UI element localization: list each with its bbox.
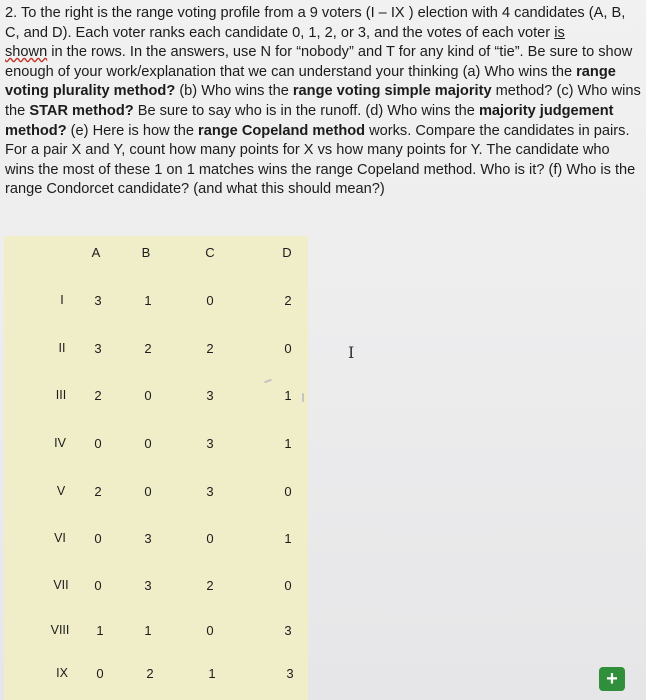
voter-label: VIII — [50, 623, 70, 637]
score-cell: 0 — [284, 341, 292, 356]
score-cell: 3 — [206, 388, 214, 403]
score-cell: 2 — [284, 293, 292, 308]
voter-label: III — [55, 388, 67, 402]
score-cell: 0 — [94, 436, 102, 451]
voter-label: VI — [54, 531, 66, 545]
voter-label: I — [60, 293, 64, 307]
score-cell: 1 — [208, 666, 216, 681]
score-cell: 0 — [94, 578, 102, 593]
score-cell: 1 — [144, 623, 152, 638]
score-cell: 3 — [94, 341, 102, 356]
header-c: C — [205, 245, 215, 260]
score-cell: 2 — [206, 578, 214, 593]
voter-label: VII — [53, 578, 69, 592]
voter-label: IX — [56, 666, 68, 680]
voter-label: II — [58, 341, 66, 355]
voting-profile-table — [4, 236, 308, 700]
stray-mark — [302, 393, 304, 402]
score-cell: 1 — [96, 623, 104, 638]
score-cell: 0 — [206, 623, 214, 638]
score-cell: 3 — [286, 666, 294, 681]
score-cell: 0 — [206, 293, 214, 308]
score-cell: 2 — [94, 388, 102, 403]
header-b: B — [141, 245, 151, 260]
score-cell: 2 — [94, 484, 102, 499]
voter-label: V — [56, 484, 66, 498]
score-cell: 3 — [144, 531, 152, 546]
score-cell: 1 — [144, 293, 152, 308]
score-cell: 0 — [144, 484, 152, 499]
score-cell: 3 — [284, 623, 292, 638]
score-cell: 0 — [284, 484, 292, 499]
score-cell: 2 — [146, 666, 154, 681]
expand-button[interactable]: + — [599, 667, 625, 691]
score-cell: 1 — [284, 531, 292, 546]
score-cell: 3 — [144, 578, 152, 593]
header-a: A — [91, 245, 101, 260]
score-cell: 1 — [284, 388, 292, 403]
score-cell: 3 — [206, 436, 214, 451]
score-cell: 3 — [206, 484, 214, 499]
score-cell: 3 — [94, 293, 102, 308]
score-cell: 0 — [144, 388, 152, 403]
score-cell: 0 — [94, 531, 102, 546]
text-cursor-icon: I — [348, 343, 355, 362]
score-cell: 0 — [96, 666, 104, 681]
score-cell: 1 — [284, 436, 292, 451]
header-d: D — [282, 245, 292, 260]
score-cell: 2 — [206, 341, 214, 356]
score-cell: 0 — [206, 531, 214, 546]
voter-label: IV — [54, 436, 66, 450]
score-cell: 0 — [284, 578, 292, 593]
question-text: 2. To the right is the range voting profile from a 9 voters (I – IX ) election with 4 candidates (A, B, C, and D). Each voter ranks each candidate 0, 1, 2, or 3, and the votes of each voter is shown in the rows. In the answers, use N for “nobody” and T for any kind of “tie”. Be sure to show enough of your work/explanation that we can understand your thinking (a) Who wins the range voting plurality method? (b) Who wins the range voting simple majority method? (c) Who wins the STAR method? Be sure to say who is in the runoff. (d) Who wins the majority judgement method? (e) Here is how the range Copeland method works. Compare the candidates in pairs. For a pair X and Y, count how many points for X vs how many points for Y. The candidate who wins the most of these 1 on 1 matches wins the range Copeland method. Who is it? (f) Who is the range Condorcet candidate? (and what this should mean?) — [5, 5, 641, 198]
score-cell: 0 — [144, 436, 152, 451]
score-cell: 2 — [144, 341, 152, 356]
